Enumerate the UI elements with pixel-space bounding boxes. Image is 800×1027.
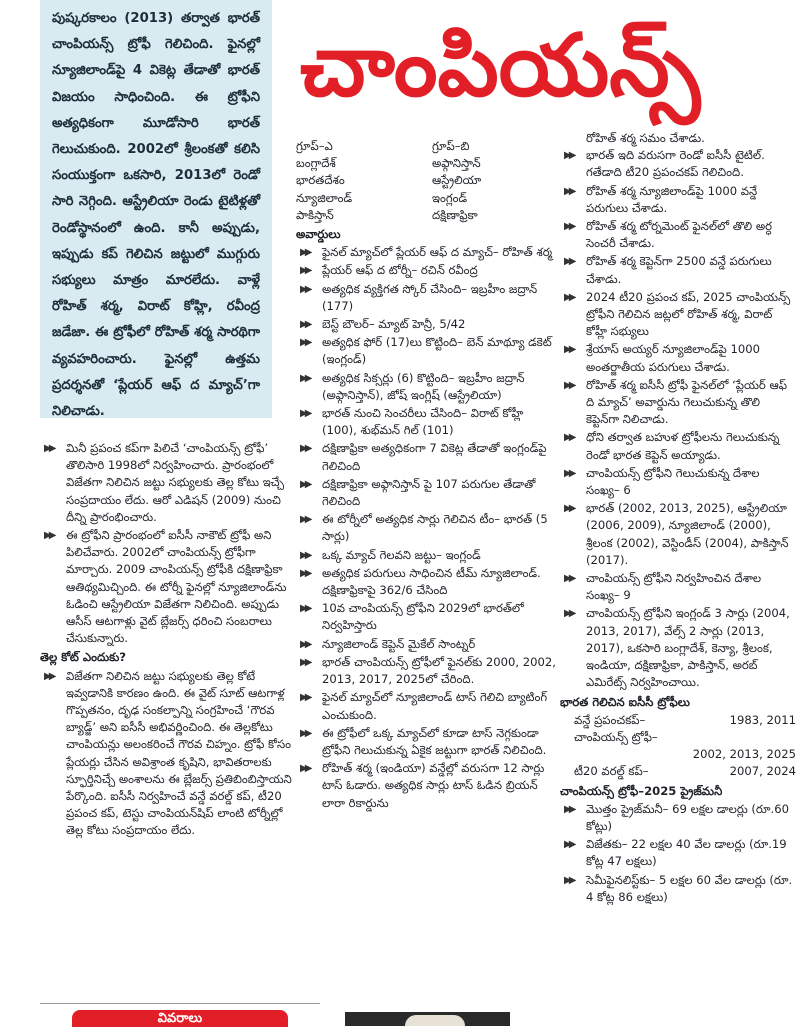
list-item: ▶▶ రోహిత్ శర్మ కెప్టెన్‌గా 2500 వన్డే పరుగులు చేశాడు. (564, 254, 772, 286)
list-item: ▶▶ సెమీఫైనలిస్ట్‌కు– 5 లక్షల 60 వేల డాలర్లు (రూ. 4 కోట్ల 86 లక్షలు) (564, 872, 793, 904)
double-chevron-icon: ▶▶ (300, 283, 310, 295)
awards-heading: అవార్డులు (296, 227, 341, 242)
double-chevron-icon: ▶▶ (564, 291, 574, 303)
double-chevron-icon: ▶▶ (300, 692, 310, 704)
double-chevron-icon: ▶▶ (300, 372, 310, 384)
list-item: ▶▶ అత్యధిక పరుగులు సాధించిన టీమ్ న్యూజిలాండ్. దక్షిణాఫ్రికాపై 362/6 చేసింది (300, 565, 541, 598)
list-item: ▶▶ భారత్ చాంపియన్స్ ట్రోఫీలో ఫైనల్‌కు 2000, 2002, 2013, 2017, 2025లో చేరింది. (300, 654, 556, 687)
list-item: ▶▶ బెస్ట్ బౌలర్– మ్యాట్ హెన్రీ, 5/42 (296, 316, 558, 333)
list-item: ▶▶ అత్యధిక ఫోర్ (17)లు కొట్టింది– బెన్ మాథ్యూ డకెట్ (ఇంగ్లండ్) (300, 335, 552, 367)
groups-table (296, 138, 558, 224)
double-chevron-icon: ▶▶ (564, 503, 574, 515)
middle-column (296, 138, 558, 813)
list-item: ▶▶ ఫైనల్ మ్యాచ్‌లో ప్లేయర్ ఆఫ్ ద మ్యాచ్– రోహిత్ శర్మ (296, 244, 558, 261)
double-chevron-icon: ▶▶ (300, 638, 310, 650)
double-chevron-icon: ▶▶ (300, 247, 310, 259)
group-cell: భారతదేశం (296, 173, 345, 188)
list-item: ▶▶ 2024 టీ20 ప్రపంచ కప్, 2025 చాంపియన్స్ ట్రోఫీని గెలిచిన జట్లలో రోహిత్ శర్మ, విరాట్ కోహ్లీ సభ్యులు (564, 289, 791, 339)
list-item: ▶▶ మినీ ప్రపంచ కప్‌గా పిలిచే ‘చాంపియన్స్ ట్రోఫీ’ తొలిసారి 1998లో నిర్వహించారు. ప్రారంభంలో విజేతగా నిలిచిన జట్టు సభ్యులకు తెల్ల కోటు ఇచ్చే సంప్రదాయం లేదు. ఆరో ఎడిషన్ (2009) నుంచి దీన్ని ప్రారంభించారు. (44, 441, 285, 524)
list-item: ▶▶ న్యూజిలాండ్ కెప్టెన్ మైకేల్ సాంట్నర్ (296, 636, 558, 653)
list-item: ▶▶ అత్యధిక వ్యక్తిగత స్కోర్ చేసింది– ఇబ్రహీం జద్రాన్ (177) (300, 281, 538, 313)
list-item: ▶▶ శ్రేయాస్ అయ్యర్ న్యూజిలాండ్‌పై 1000 అంతర్జాతీయ పరుగులు చేశాడు. (564, 342, 760, 374)
list-item: ▶▶ విజేతకు– 22 లక్షల 40 వేల డాలర్లు (రూ.19 కోట్ల 47 లక్షలు) (564, 837, 787, 869)
double-chevron-icon: ▶▶ (564, 467, 574, 479)
intro-box (40, 0, 272, 418)
double-chevron-icon: ▶▶ (564, 432, 574, 444)
double-chevron-icon: ▶▶ (300, 567, 310, 579)
double-chevron-icon: ▶▶ (300, 478, 310, 490)
left-column (40, 440, 295, 841)
list-item: ▶▶ మొత్తం ప్రైజ్‌మనీ– 69 లక్షల డాలర్లు (రూ.60 కోట్లు) (564, 801, 789, 833)
double-chevron-icon: ▶▶ (44, 443, 54, 454)
group-a-heading: గ్రూప్–ఎ (296, 139, 333, 153)
list-item: ▶▶ భారత్ ఇది వరుసగా రెండో ఐసీసీ టైటిల్. గతేడాది టీ20 ప్రపంచకప్ గెలిచింది. (564, 148, 765, 180)
double-chevron-icon: ▶▶ (300, 763, 310, 775)
list-item: ▶▶ భారత్ (2002, 2013, 2025), ఆస్ట్రేలియా (2006, 2009), న్యూజిలాండ్ (2000), శ్రీలంక (2002), వెస్టిండీస్ (2004), పాకిస్తాన్ (2017). (564, 501, 789, 567)
odi-label: వన్డే ప్రపంచకప్– (574, 712, 646, 727)
double-chevron-icon: ▶▶ (564, 379, 574, 391)
intro-text: పుష్కరకాలం (2013) తర్వాత భారత్ చాంపియన్స్ ట్రోఫీ గెలిచింది. ఫైనల్లో న్యూజిలాండ్‌పై 4 వికెట్ల తేడాతో భారత్ విజయం సాధించింది. ఈ ట్రోఫీని అత్యధికంగా మూడోసారి భారత్ గెలుచుకుంది. 2002లో శ్రీలంకతో కలిసి సంయుక్తంగా ఒకసారి, 2013లో రెండో సారి నెగ్గింది. ఆస్ట్రేలియా రెండు టైటిళ్లతో రెండోస్థానంలో ఉంది. కానీ అప్పుడు, ఇప్పుడు కప్ గెలిచిన జట్టులో ముగ్గురు సభ్యులు మాత్రం మారలేదు. వాళ్లే రోహిత్ శర్మ, విరాట్ కోహ్లి, రవీంద్ర జడేజా. ఈ ట్రోఫీలో రోహిత్ శర్మ సారథిగా వ్యవహరించారు. ఫైనల్లో ఉత్తమ ప్రదర్శనతో ‘ప్లేయర్ ఆఫ్ ద మ్యాచ్’గా నిలిచాడు. (52, 11, 260, 420)
double-chevron-icon: ▶▶ (300, 337, 310, 349)
list-item: ▶▶ ఒక్క మ్యాచ్ గెలవని జట్టు– ఇంగ్లండ్ (296, 547, 558, 564)
double-chevron-icon: ▶▶ (300, 319, 310, 331)
ct-years: 2002, 2013, 2025 (692, 747, 796, 762)
page-title: చాంపియన్స్ (300, 16, 701, 116)
double-chevron-icon: ▶▶ (564, 608, 574, 620)
list-item: ▶▶ చాంపియన్స్ ట్రోఫీని గెలుచుకున్న దేశాల సంఖ్య– 6 (564, 465, 760, 498)
double-chevron-icon: ▶▶ (564, 221, 574, 233)
double-chevron-icon: ▶▶ (300, 443, 310, 455)
list-item: ▶▶ రోహిత్ శర్మ టోర్నమెంట్ ఫైనల్‌లో తొలి అర్ధ సెంచరీ చేశాడు. (564, 219, 772, 251)
details-tab: వివరాలు (72, 1010, 288, 1027)
double-chevron-icon: ▶▶ (300, 265, 310, 277)
right-column (560, 130, 796, 907)
prize-list (560, 801, 796, 906)
group-cell: న్యూజిలాండ్ (296, 190, 353, 205)
prize-money-heading: చాంపియన్స్ ట్రోఫీ–2025 ప్రైజ్‌మనీ (560, 783, 723, 798)
double-chevron-icon: ▶▶ (44, 670, 54, 682)
double-chevron-icon: ▶▶ (300, 727, 310, 739)
double-chevron-icon: ▶▶ (300, 408, 310, 420)
group-cell: బంగ్లాదేశ్ (296, 156, 336, 171)
double-chevron-icon: ▶▶ (564, 839, 574, 851)
details-bar (40, 1003, 320, 1027)
double-chevron-icon: ▶▶ (564, 150, 574, 162)
facts-list (560, 147, 796, 691)
list-item: ▶▶ రోహిత్ శర్మ ఐసీసీ ట్రోఫీ ఫైనల్‌లో ‘ప్లేయర్ ఆఫ్ ది మ్యాచ్’ అవార్డును గెలుచుకున్న తొలి కెప్టెన్‌గా నిలిచాడు. (564, 377, 787, 427)
list-item: ▶▶ అత్యధిక సిక్సర్లు (6) కొట్టింది– ఇబ్రహీం జద్రాన్ (అఫ్గానిస్తాన్), జోష్ ఇంగ్లిష్ (ఆస్ట్రేలియా) (300, 370, 525, 402)
t20-years: 2007, 2024 (729, 764, 796, 779)
ct-label: చాంపియన్స్ ట్రోఫీ– (574, 729, 658, 744)
group-cell: పాకిస్తాన్ (296, 207, 334, 222)
list-item: ▶▶ రోహిత్ శర్మ (ఇండియా) వన్డేల్లో వరుసగా 12 సార్లు టాస్ ఓడారు. అత్యధిక సార్లు టాస్ ఓడిన బ్రియన్ లారా రికార్డును (300, 761, 545, 810)
double-chevron-icon: ▶▶ (44, 530, 54, 542)
t20-label: టీ20 వరల్డ్ కప్– (574, 764, 649, 779)
list-item: ▶▶ చాంపియన్స్ ట్రోఫీని ఇంగ్లండ్ 3 సార్లు (2004, 2013, 2017), వేల్స్ 2 సార్లు (2013, 2017), ఒకసారి బంగ్లాదేశ్, కెన్యా, శ్రీలంక, ఇండియా, దక్షిణాఫ్రికా, పాకిస్తాన్, అరబ్ ఎమిరేట్స్ నిర్వహించాయి. (564, 606, 790, 690)
list-item: ▶▶ ఈ ట్రోఫీని ప్రారంభంలో ఐసీసీ నాకౌట్ ట్రోఫీ అని పిలిచేవారు. 2002లో చాంపియన్స్ ట్రోఫీగా మార్చారు. 2009 చాంపియన్స్ ట్రోఫీకి దక్షిణాఫ్రికా ఆతిథ్యమిచ్చింది. ఈ టోర్నీ ఫైనల్లో న్యూజిలాండ్‌ను ఓడించి ఆస్ట్రేలియా విజేతగా నిలిచింది. అప్పుడు ఆసీస్ ఆటగాళ్లు వైట్ బ్లేజర్స్ ధరించి సంబరాలు చేసుకున్నారు. (44, 528, 287, 646)
list-item: ▶▶ ఫైనల్ మ్యాచ్‌లో న్యూజిలాండ్ టాస్ గెలిచి బ్యాటింగ్ ఎంచుకుంది. (300, 690, 548, 722)
group-cell: ఇంగ్లండ్ (432, 190, 468, 205)
double-chevron-icon: ▶▶ (564, 344, 574, 356)
double-chevron-icon: ▶▶ (564, 573, 574, 585)
group-cell: ఆస్ట్రేలియా (432, 173, 482, 188)
list-item: ▶▶ భారత్ నుంచి సెంచరీలు చేసింది– విరాట్ కోహ్లీ (100), శుభ్‌మన్ గిల్ (101) (300, 406, 524, 438)
list-item: ▶▶ దక్షిణాఫ్రికా అత్యధికంగా 7 వికెట్ల తేడాతో ఇంగ్లండ్‌పై గెలిచింది (300, 441, 547, 473)
list-item: ▶▶ దక్షిణాఫ్రికా అఫ్గానిస్తాన్ పై 107 పరుగుల తేడాతో గెలిచింది (300, 476, 536, 509)
awards-list (296, 244, 558, 812)
double-chevron-icon: ▶▶ (564, 185, 574, 197)
double-chevron-icon: ▶▶ (300, 603, 310, 615)
list-item: ▶▶ చాంపియన్స్ ట్రోఫీని నిర్వహించిన దేశాల సంఖ్య– 9 (564, 571, 762, 603)
list-item: ▶▶ ఈ ట్రోఫీలో ఒక్క మ్యాచ్‌లో కూడా టాస్ నెగ్గకుండా ట్రోఫీని గెలుచుకున్న ఏకైక జట్టుగా భారత్ నిలిచింది. (300, 725, 547, 757)
list-item: ▶▶ 10వ చాంపియన్స్ ట్రోఫీని 2029లో భారత్‌లో నిర్వహిస్తారు (300, 601, 524, 633)
double-chevron-icon: ▶▶ (564, 256, 574, 268)
odi-years: 1983, 2011 (729, 712, 796, 727)
section-heading: తెల్ల కోట్ ఎందుకు? (40, 650, 126, 665)
double-chevron-icon: ▶▶ (564, 874, 574, 886)
list-item: ▶▶ రోహిత్ శర్మ న్యూజిలాండ్‌పై 1000 వన్డే పరుగులు చేశాడు. (564, 183, 758, 215)
list-item: ▶▶ ఈ టోర్నీలో అత్యధిక సార్లు గెలిచిన టీం– భారత్ (5 సార్లు) (300, 512, 548, 544)
icc-trophies-heading: భారత గెలిచిన ఐసీసీ ట్రోఫీలు (560, 694, 690, 709)
continued-text: రోహిత్ శర్మ సమం చేశాడు. (586, 131, 705, 145)
group-cell: దక్షిణాఫ్రికా (432, 207, 478, 222)
double-chevron-icon: ▶▶ (300, 549, 310, 561)
group-cell: అఫ్గానిస్తాన్ (432, 156, 481, 171)
list-item: ▶▶ విజేతగా నిలిచిన జట్టు సభ్యులకు తెల్ల కోటే ఇవ్వడానికి కారణం ఉంది. ఈ వైట్ సూట్ ఆటగాళ్ల గొప్పతనం, దృఢ సంకల్పాన్ని సంగ్రహించే ‘గౌరవ బ్యాడ్జ్’ అని ఐసీసీ అభివర్ణించింది. ఈ తెల్లకోటు చాంపియన్లు అలంకరించే గౌరవ చిహ్నం. ట్రోఫీ కోసం ప్లేయర్లు చేసిన అవిశ్రాంత కృషిని, భావితరాలకు స్ఫూర్తినిచ్చే అంశాలను ఈ బ్లేజర్స్ ప్రతిబింబిస్తాయని పేర్కొంది. ఐసీసీ నిర్వహించే వన్డే వరల్డ్ కప్, టీ20 ప్రపంచ కప్, టెస్టు చాంపియన్‌షిప్ లాంటి టోర్నీల్లో తెల్ల కోటు సంప్రదాయం లేదు. (44, 668, 292, 838)
double-chevron-icon: ▶▶ (300, 514, 310, 526)
list-item: ▶▶ ప్లేయర్ ఆఫ్ ద టోర్నీ– రచిన్ రవీంద్ర (296, 262, 558, 279)
list-item: ▶▶ ధోని తర్వాత బహుళ ట్రోఫీలను గెలుచుకున్న రెండో భారత కెప్టెన్ అయ్యాడు. (564, 430, 780, 462)
icc-trophies (560, 712, 796, 781)
double-chevron-icon: ▶▶ (300, 656, 310, 668)
group-b-heading: గ్రూప్–బి (432, 139, 470, 153)
double-chevron-icon: ▶▶ (564, 803, 574, 815)
player-photo (345, 1012, 510, 1026)
